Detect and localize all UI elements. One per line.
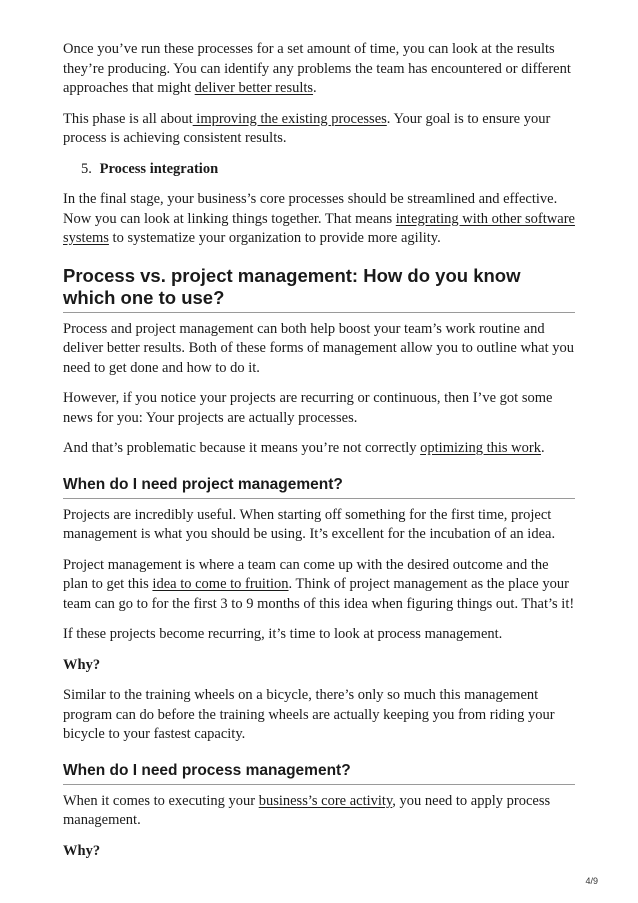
list-item-label: Process integration — [99, 160, 219, 177]
list-number: 5. — [81, 160, 92, 177]
link-idea-to-fruition[interactable]: idea to come to fruition — [152, 576, 289, 592]
subsection-heading: When do I need process management? — [63, 761, 575, 785]
paragraph: And that’s problematic because it means you’re not correctly optimizing this work. — [63, 440, 545, 456]
paragraph: Process and project management can both help boost your team’s work routine and deliver better results. Both of these forms of management allow you to outline what you need to get done and how to do it. — [63, 320, 575, 376]
list-item — [63, 160, 575, 180]
why-label: Why? — [63, 842, 101, 859]
paragraph: Projects are incredibly useful. When starting off something for the first time, project management is what you should be using. It’s excellent for the incubation of an idea. — [63, 506, 556, 542]
paragraph: In the final stage, your business’s core processes should be streamlined and effective. Now you can look at linking things together. That means integrating with other software systems to systematize your organization to provide more agility. — [63, 191, 575, 246]
link-business-core-activity[interactable]: business’s core activity — [258, 792, 393, 809]
section-heading: Process vs. project management: How do you know which one to use? — [63, 265, 575, 313]
page-number: 4/9 — [585, 876, 598, 886]
why-label: Why? — [63, 656, 101, 673]
link-optimizing-this-work[interactable]: optimizing this work — [420, 440, 541, 456]
paragraph: This phase is all about improving the existing processes. Your goal is to ensure your process is achieving consistent results. — [63, 110, 551, 146]
paragraph: Similar to the training wheels on a bicycle, there’s only so much this management program can do before the training wheels are actually keeping you from riding your bicycle to your fastest capacity. — [63, 687, 555, 742]
paragraph: Once you’ve run these processes for a set amount of time, you can look at the results they’re producing. You can identify any problems the team has encountered or different approaches that might deliver better results. — [63, 41, 571, 96]
link-integrating-software[interactable]: integrating with other software systems — [63, 210, 575, 246]
link-improving-existing-processes[interactable]: improving the existing processes — [192, 110, 387, 127]
paragraph: Project management is where a team can come up with the desired outcome and the plan to get this idea to come to fruition. Think of project management as the place your team can go to for the first 3 to 9 months of this idea when figuring things out. That’s it! — [63, 556, 575, 612]
paragraph: When it comes to executing your business’s core activity, you need to apply process management. — [63, 792, 551, 828]
document-page — [63, 40, 575, 861]
paragraph: However, if you notice your projects are recurring or continuous, then I’ve got some news for you: Your projects are actually processes. — [63, 390, 553, 426]
paragraph: If these projects become recurring, it’s time to look at process management. — [63, 626, 503, 642]
link-deliver-better-results[interactable]: deliver better results — [194, 80, 314, 96]
subsection-heading: When do I need project management? — [63, 475, 575, 499]
